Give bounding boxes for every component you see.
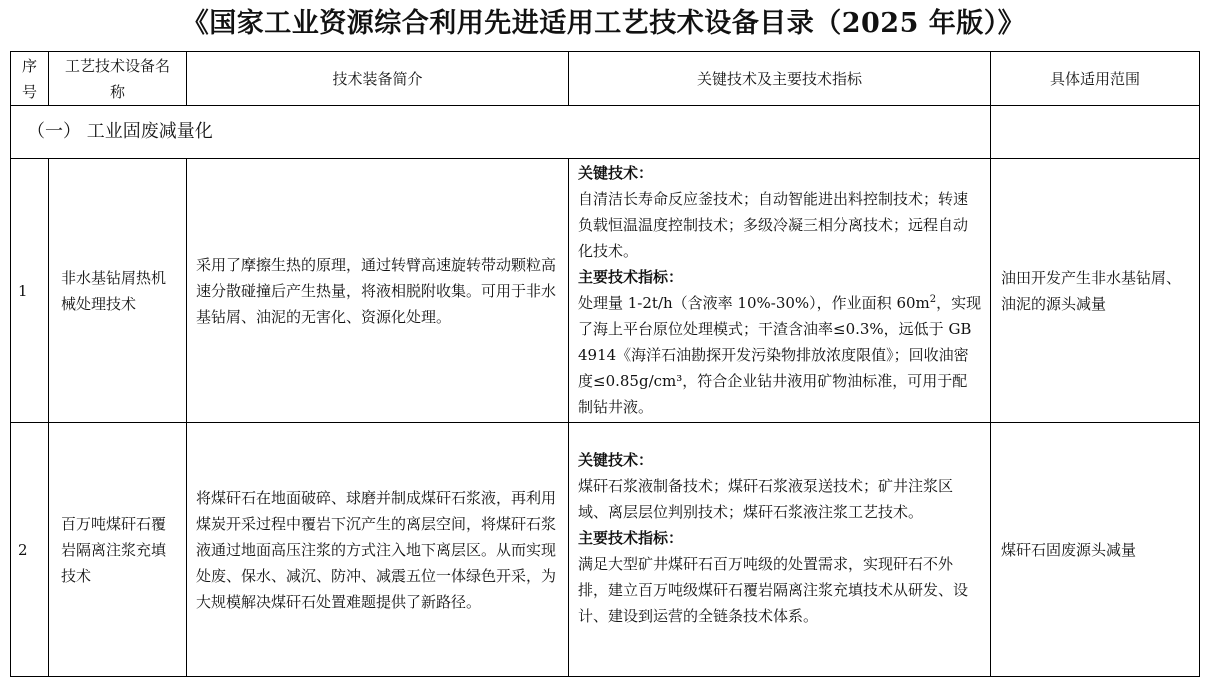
header-scope: 具体适用范围 xyxy=(991,52,1200,106)
main-index-text xyxy=(578,290,982,420)
row-number: 2 xyxy=(11,423,49,677)
technology-intro: 将煤矸石在地面破碎、球磨并制成煤矸石浆液，再利用煤炭开采过程中覆岩下沉产生的离层空间，将煤矸石浆液通过地面高压注浆的方式注入地下离层区。从而实现处废、保水、减沉、防冲、减震五位一体绿色开采，为大规模解决煤矸石处置难题提供了新路径。 xyxy=(187,423,569,677)
main-index-label: 主要技术指标： xyxy=(578,529,684,547)
technology-name: 百万吨煤矸石覆岩隔离注浆充填技术 xyxy=(49,423,187,677)
row-number: 1 xyxy=(11,159,49,423)
catalog-table xyxy=(10,51,1200,677)
key-tech-cell xyxy=(569,159,991,423)
technology-intro: 采用了摩擦生热的原理，通过转臂高速旋转带动颗粒高速分散碰撞后产生热量，将液相脱附收集。可用于非水基钻屑、油泥的无害化、资源化处理。 xyxy=(187,159,569,423)
main-index-text-part-b: ，实现了海上平台原位处理模式；干渣含油率≤0.3%，远低于 GB 4914《海洋石油勘探开发污染物排放浓度限值》；回收油密度≤0.85g/cm³，符合企业钻井液用矿物油标准，可用于配制钻井液。 xyxy=(578,294,982,416)
key-tech-text: 自清洁长寿命反应釜技术；自动智能进出料控制技术；转速负载恒温温度控制技术；多级冷凝三相分离技术；远程自动化技术。 xyxy=(578,190,969,260)
key-tech-cell xyxy=(569,423,991,677)
header-row xyxy=(11,52,1200,106)
application-scope: 煤矸石固废源头减量 xyxy=(991,423,1200,677)
section-empty-cell xyxy=(991,106,1200,159)
key-tech-label: 关键技术： xyxy=(578,164,654,182)
main-index-text-part-a: 处理量 1-2t/h（含液率 10%-30%），作业面积 60m xyxy=(578,294,930,312)
section-title: （一） 工业固废减量化 xyxy=(11,106,991,159)
key-tech-label: 关键技术： xyxy=(578,451,654,469)
header-no: 序号 xyxy=(11,52,49,106)
technology-name: 非水基钻屑热机械处理技术 xyxy=(49,159,187,423)
table-row xyxy=(11,159,1200,423)
document-title: 《国家工业资源综合利用先进适用工艺技术设备目录（2025 年版）》 xyxy=(181,8,1026,39)
header-key: 关键技术及主要技术指标 xyxy=(569,52,991,106)
key-tech-text: 煤矸石浆液制备技术；煤矸石浆液泵送技术；矿井注浆区域、离层层位判别技术；煤矸石浆液注浆工艺技术。 xyxy=(578,477,954,521)
table-row xyxy=(11,423,1200,677)
header-name: 工艺技术设备名称 xyxy=(49,52,187,106)
main-index-text: 满足大型矿井煤矸石百万吨级的处置需求，实现矸石不外排，建立百万吨级煤矸石覆岩隔离注浆充填技术从研发、设计、建设到运营的全链条技术体系。 xyxy=(578,555,969,625)
section-row xyxy=(11,106,1200,159)
main-index-label: 主要技术指标： xyxy=(578,268,684,286)
application-scope: 油田开发产生非水基钻屑、油泥的源头减量 xyxy=(991,159,1200,423)
header-intro: 技术装备简介 xyxy=(187,52,569,106)
area-unit-superscript: 2 xyxy=(929,294,937,305)
